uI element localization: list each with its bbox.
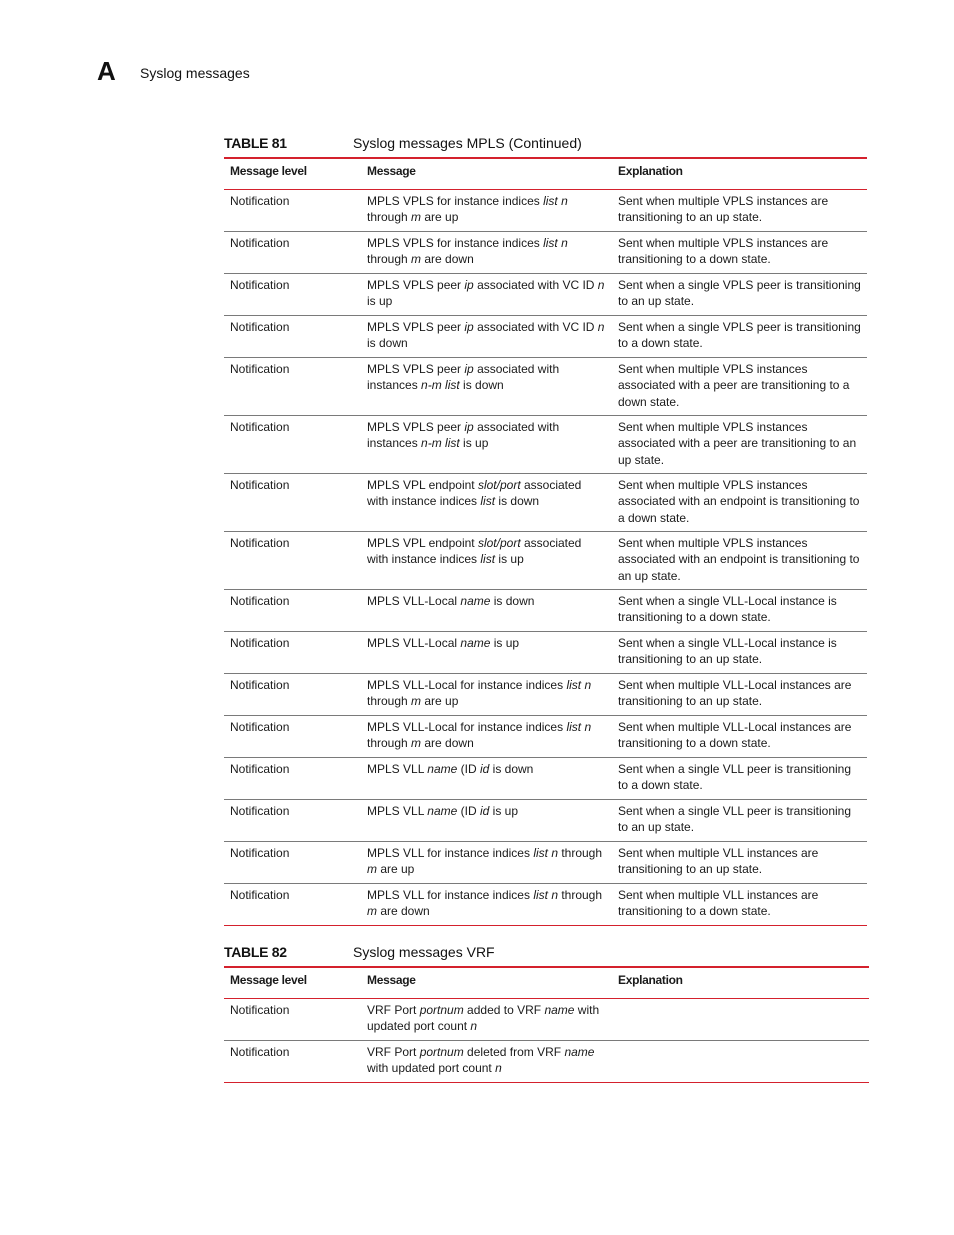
cell-message: MPLS VLL for instance indices list n through m are down: [361, 883, 612, 925]
table-row: [224, 631, 867, 673]
table-row: [224, 799, 867, 841]
cell-message-level: Notification: [224, 998, 361, 1040]
table-row: [224, 231, 867, 273]
table-row: [224, 883, 867, 925]
table-header-row: [224, 158, 867, 189]
table-row: [224, 673, 867, 715]
table-81: [224, 157, 867, 926]
cell-explanation: Sent when multiple VPLS instances associated with a peer are transitioning to an up state.: [612, 415, 867, 473]
cell-message: MPLS VLL name (ID id is up: [361, 799, 612, 841]
cell-explanation: Sent when a single VPLS peer is transitioning to a down state.: [612, 315, 867, 357]
cell-message-level: Notification: [224, 531, 361, 589]
cell-message: MPLS VLL-Local for instance indices list n through m are down: [361, 715, 612, 757]
table-row: [224, 357, 867, 415]
cell-message: MPLS VPL endpoint slot/port associated with instance indices list is up: [361, 531, 612, 589]
cell-message: VRF Port portnum deleted from VRF name with updated port count n: [361, 1040, 612, 1082]
cell-message: MPLS VLL-Local for instance indices list n through m are up: [361, 673, 612, 715]
cell-message: MPLS VPLS peer ip associated with instances n-m list is up: [361, 415, 612, 473]
section-title: Syslog messages: [140, 65, 250, 81]
cell-explanation: Sent when multiple VPLS instances associated with a peer are transitioning to a down state.: [612, 357, 867, 415]
chapter-letter: A: [97, 56, 116, 86]
table-header-row: [224, 967, 869, 998]
table-row: [224, 589, 867, 631]
column-header-explanation: Explanation: [612, 158, 867, 189]
column-header-message: Message: [361, 158, 612, 189]
table-row: [224, 189, 867, 231]
cell-explanation: Sent when multiple VLL-Local instances are transitioning to a down state.: [612, 715, 867, 757]
cell-message: MPLS VLL-Local name is down: [361, 589, 612, 631]
cell-explanation: Sent when a single VLL peer is transitioning to a down state.: [612, 757, 867, 799]
table-label: TABLE 81: [224, 135, 287, 151]
cell-message: MPLS VLL-Local name is up: [361, 631, 612, 673]
cell-message-level: Notification: [224, 273, 361, 315]
table-row: [224, 531, 867, 589]
cell-message-level: Notification: [224, 883, 361, 925]
cell-explanation: Sent when multiple VPLS instances are transitioning to an up state.: [612, 189, 867, 231]
cell-message-level: Notification: [224, 1040, 361, 1082]
cell-explanation: Sent when a single VLL peer is transitioning to an up state.: [612, 799, 867, 841]
cell-message-level: Notification: [224, 673, 361, 715]
cell-message-level: Notification: [224, 315, 361, 357]
table-title: Syslog messages MPLS (Continued): [353, 135, 582, 151]
table-81-caption: [224, 135, 867, 157]
cell-message-level: Notification: [224, 231, 361, 273]
cell-message: MPLS VLL name (ID id is down: [361, 757, 612, 799]
cell-explanation: [612, 1040, 869, 1082]
table-81-block: [224, 135, 867, 926]
cell-explanation: Sent when multiple VLL-Local instances are transitioning to an up state.: [612, 673, 867, 715]
cell-message-level: Notification: [224, 189, 361, 231]
cell-message-level: Notification: [224, 757, 361, 799]
cell-message-level: Notification: [224, 631, 361, 673]
table-row: [224, 998, 869, 1040]
cell-message: VRF Port portnum added to VRF name with updated port count n: [361, 998, 612, 1040]
cell-message: MPLS VPLS peer ip associated with VC ID n is down: [361, 315, 612, 357]
table-row: [224, 273, 867, 315]
table-row: [224, 1040, 869, 1082]
table-row: [224, 473, 867, 531]
cell-message: MPLS VPLS peer ip associated with instances n-m list is down: [361, 357, 612, 415]
table-title: Syslog messages VRF: [353, 944, 495, 960]
cell-message-level: Notification: [224, 841, 361, 883]
cell-explanation: Sent when a single VLL-Local instance is transitioning to an up state.: [612, 631, 867, 673]
table-label: TABLE 82: [224, 944, 287, 960]
table-82-block: [224, 944, 869, 1083]
column-header-message: Message: [361, 967, 612, 998]
cell-explanation: Sent when multiple VLL instances are transitioning to an up state.: [612, 841, 867, 883]
cell-explanation: Sent when multiple VPLS instances are transitioning to a down state.: [612, 231, 867, 273]
table-row: [224, 715, 867, 757]
cell-message-level: Notification: [224, 357, 361, 415]
cell-explanation: Sent when a single VLL-Local instance is transitioning to a down state.: [612, 589, 867, 631]
cell-message-level: Notification: [224, 473, 361, 531]
column-header-explanation: Explanation: [612, 967, 869, 998]
table-row: [224, 757, 867, 799]
table-row: [224, 841, 867, 883]
cell-explanation: Sent when multiple VPLS instances associated with an endpoint is transitioning to a down state.: [612, 473, 867, 531]
column-header-message-level: Message level: [224, 158, 361, 189]
cell-explanation: Sent when multiple VPLS instances associated with an endpoint is transitioning to an up state.: [612, 531, 867, 589]
cell-message: MPLS VPLS peer ip associated with VC ID n is up: [361, 273, 612, 315]
table-82-caption: [224, 944, 869, 966]
cell-message-level: Notification: [224, 415, 361, 473]
cell-explanation: Sent when multiple VLL instances are transitioning to a down state.: [612, 883, 867, 925]
table-row: [224, 415, 867, 473]
table-row: [224, 315, 867, 357]
cell-explanation: [612, 998, 869, 1040]
cell-message: MPLS VLL for instance indices list n through m are up: [361, 841, 612, 883]
cell-explanation: Sent when a single VPLS peer is transitioning to an up state.: [612, 273, 867, 315]
cell-message-level: Notification: [224, 589, 361, 631]
cell-message: MPLS VPLS for instance indices list n through m are up: [361, 189, 612, 231]
cell-message-level: Notification: [224, 715, 361, 757]
cell-message-level: Notification: [224, 799, 361, 841]
cell-message: MPLS VPL endpoint slot/port associated with instance indices list is down: [361, 473, 612, 531]
column-header-message-level: Message level: [224, 967, 361, 998]
cell-message: MPLS VPLS for instance indices list n through m are down: [361, 231, 612, 273]
table-82: [224, 966, 869, 1083]
